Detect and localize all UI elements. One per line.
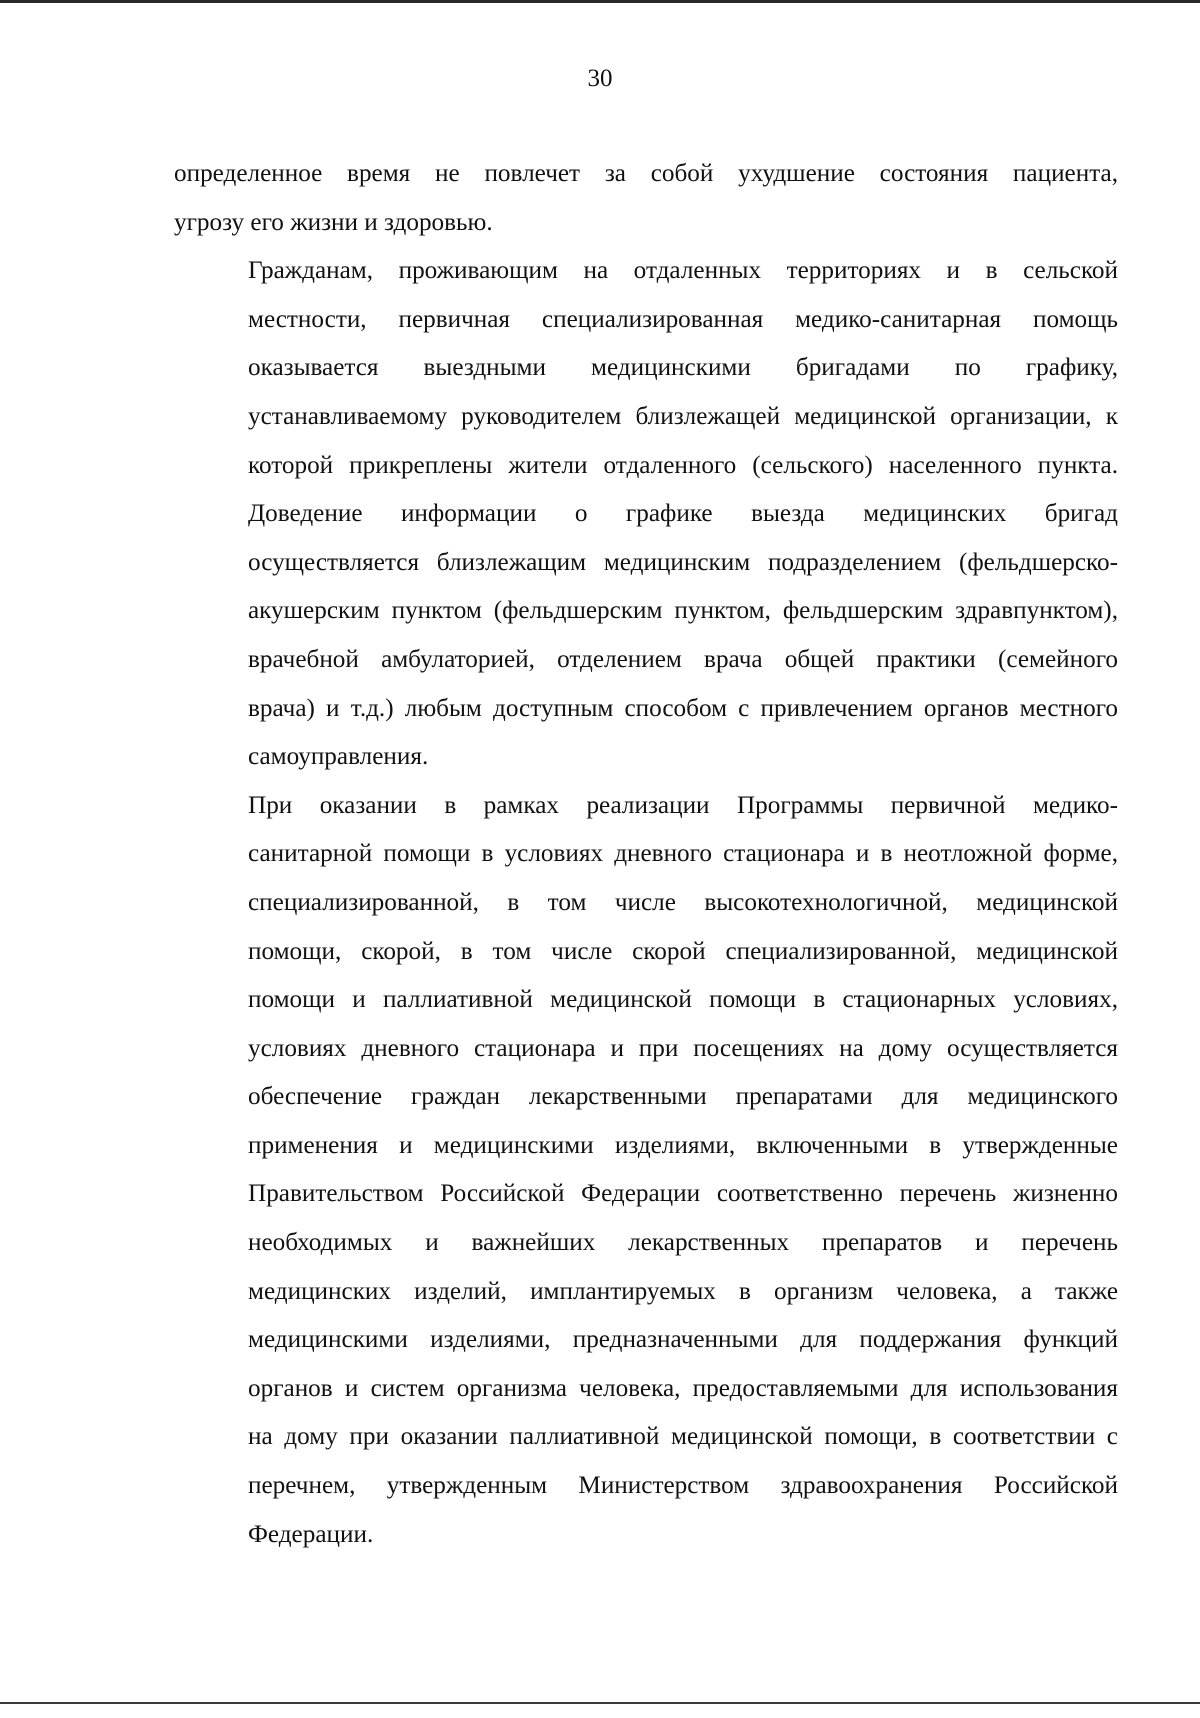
page-number: 30	[587, 65, 613, 92]
scan-edge-top	[0, 0, 1200, 3]
text-line: Доведение информации о графике выезда медицинских бригад	[248, 500, 1118, 528]
text-line: которой прикреплены жители отдаленного (сельского) населенного пункта.	[248, 451, 1118, 479]
text-line: медицинских изделий, имплантируемых в организм человека, а также	[248, 1277, 1118, 1305]
text-line: оказывается выездными медицинскими бригадами по графику,	[248, 354, 1118, 382]
text-line: При оказании в рамках реализации Программы первичной медико-	[248, 791, 1118, 819]
text-line: необходимых и важнейших лекарственных препаратов и перечень	[248, 1229, 1118, 1257]
paragraph	[174, 247, 1118, 782]
text-line: специализированной, в том числе высокотехнологичной, медицинской	[248, 888, 1118, 916]
text-line: помощи, скорой, в том числе скорой специализированной, медицинской	[248, 937, 1118, 965]
text-line: санитарной помощи в условиях дневного стационара и в неотложной форме,	[248, 840, 1118, 868]
paragraph	[174, 782, 1118, 1560]
text-line: врача) и т.д.) любым доступным способом с привлечением органов местного	[248, 694, 1118, 722]
scan-edge-bottom	[0, 1702, 1200, 1704]
text-line: осуществляется близлежащим медицинским подразделением (фельдшерско-	[248, 548, 1118, 576]
text-line: самоуправления.	[248, 743, 429, 771]
paragraph	[174, 150, 1118, 247]
text-line: помощи и паллиативной медицинской помощи в стационарных условиях,	[248, 986, 1118, 1014]
document-body	[174, 150, 1118, 1559]
text-line: Гражданам, проживающим на отдаленных территориях и в сельской	[248, 257, 1118, 285]
text-line: Федерации.	[248, 1520, 374, 1548]
text-line: устанавливаемому руководителем близлежащей медицинской организации, к	[248, 402, 1118, 430]
text-line: врачебной амбулаторией, отделением врача общей практики (семейного	[248, 645, 1118, 673]
text-line: на дому при оказании паллиативной медицинской помощи, в соответствии с	[248, 1423, 1118, 1451]
text-line: акушерским пунктом (фельдшерским пунктом, фельдшерским здравпунктом),	[248, 597, 1118, 625]
text-line: обеспечение граждан лекарственными препаратами для медицинского	[248, 1083, 1118, 1111]
text-line: условиях дневного стационара и при посещениях на дому осуществляется	[248, 1034, 1118, 1062]
text-line: органов и систем организма человека, предоставляемыми для использования	[248, 1374, 1118, 1402]
text-line: применения и медицинскими изделиями, включенными в утвержденные	[248, 1131, 1118, 1159]
text-line: перечнем, утвержденным Министерством здравоохранения Российской	[248, 1472, 1118, 1500]
text-line: медицинскими изделиями, предназначенными для поддержания функций	[248, 1326, 1118, 1354]
text-line: угрозу его жизни и здоровью.	[174, 208, 493, 236]
text-line: определенное время не повлечет за собой ухудшение состояния пациента,	[174, 160, 1118, 187]
text-line: Правительством Российской Федерации соответственно перечень жизненно	[248, 1180, 1118, 1208]
text-line: местности, первичная специализированная медико-санитарная помощь	[248, 305, 1118, 333]
